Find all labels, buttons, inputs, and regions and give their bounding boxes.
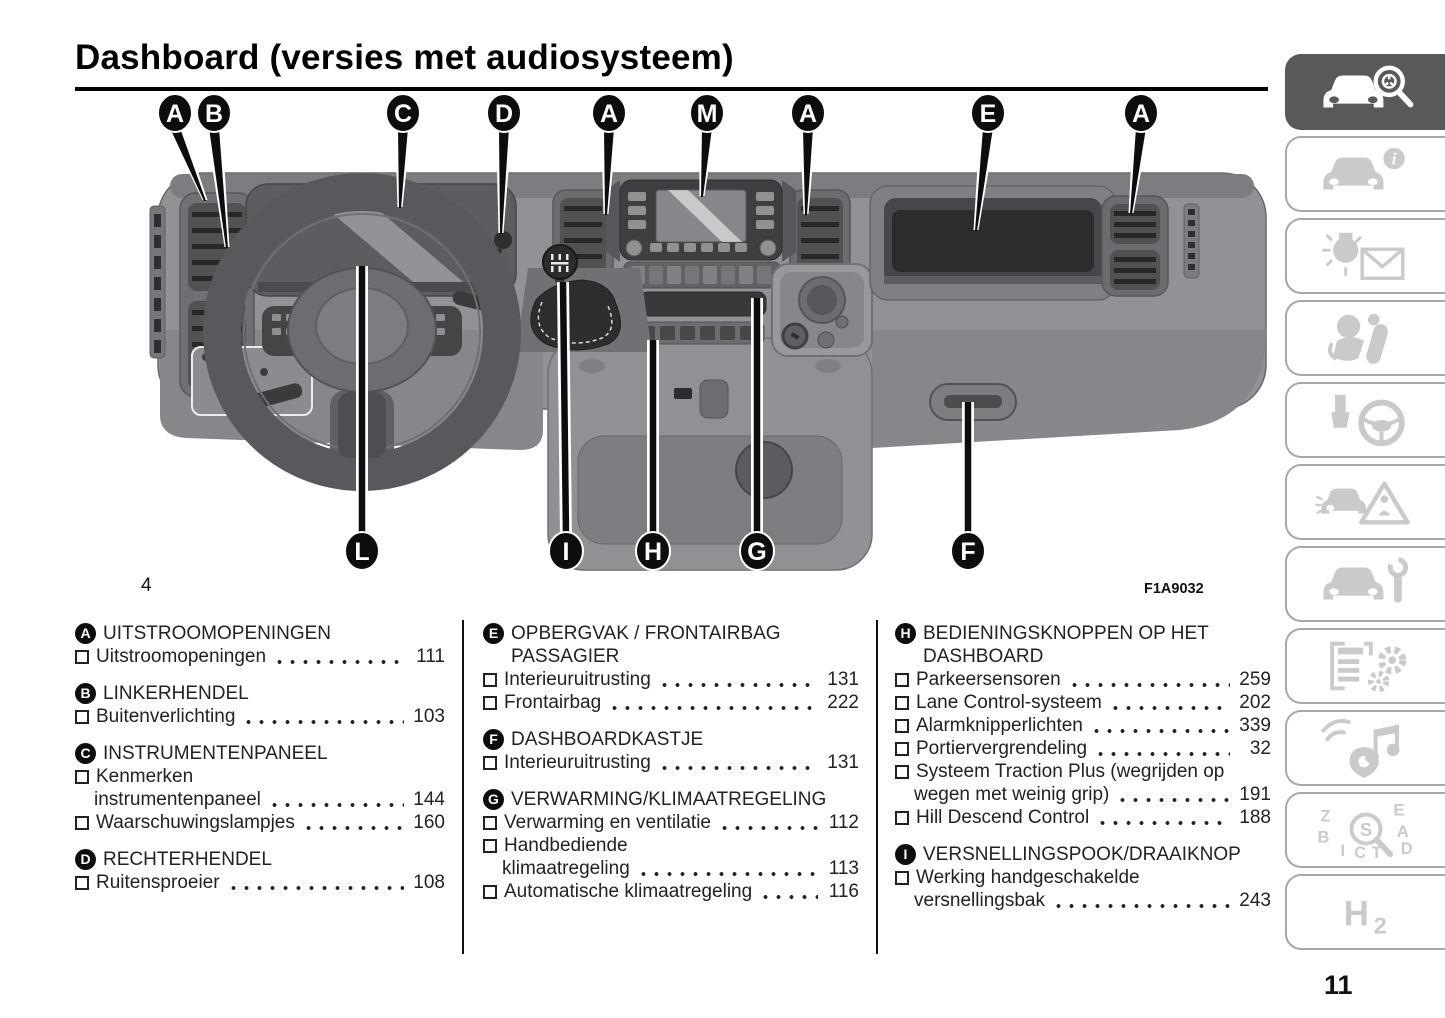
checkbox-bullet-icon [895,765,909,779]
callout-letter-badge: B [75,683,96,704]
checkbox-bullet-icon [895,871,909,885]
checkbox-bullet-icon [75,816,89,830]
sidebar-tab-safety[interactable] [1285,300,1445,376]
entry-page-number: 113 [828,858,859,879]
cupholder-tray [772,264,872,356]
svg-text:E: E [979,100,997,128]
dashboard-figure [75,88,1275,608]
section-title: VERWARMING/KLIMAATREGELING [511,789,827,810]
svg-text:G: G [747,538,767,566]
index-entry [483,880,859,903]
dot-leader [240,718,404,724]
dot-leader [300,824,404,830]
sidebar-tab-technical-data[interactable] [1285,628,1445,704]
dot-leader [716,824,818,830]
entry-page-number: 131 [827,669,859,690]
index-entry [483,811,859,834]
entry-page-number: 116 [828,881,859,902]
checkbox-bullet-icon [483,756,497,770]
index-entry [483,691,859,714]
page-number: 11 [1324,970,1353,1000]
svg-text:S: S [1359,818,1373,840]
index-entry [895,668,1271,691]
section-title-line2: PASSAGIER [511,646,620,667]
checkbox-bullet-icon [895,673,909,687]
entry-label: Lane Control-systeem [916,692,1102,713]
section-title: UITSTROOMOPENINGEN [103,623,332,644]
entry-page-number: 188 [1239,807,1271,828]
sidebar-tab-h2-supplement[interactable] [1285,874,1445,950]
dot-leader [1066,681,1230,687]
entry-page-number: 160 [413,812,445,833]
entry-label: Hill Descend Control [916,807,1090,828]
figure-code: F1A9032 [1144,581,1204,597]
console-cupholder [736,442,792,498]
entry-label: Buitenverlichting [96,706,236,727]
section-header [483,622,859,645]
entry-page-number: 112 [828,812,859,833]
index-entry-continuation [895,783,1271,806]
sidebar-tab-vehicle-info[interactable] [1285,136,1445,212]
index-section [75,848,445,894]
svg-text:D: D [1400,840,1413,859]
section-title: VERSNELLINGSPOOK/DRAAIKNOP [923,844,1241,865]
figure-number: 4 [141,575,152,596]
left-demister-vent [150,206,165,358]
dashboard-illustration [150,94,1266,570]
index-search-icon [1313,800,1419,860]
callout-letter-badge: G [483,789,504,810]
lower-dash-right [872,330,1266,448]
index-section [895,843,1271,912]
section-title: DASHBOARDKASTJE [511,729,704,750]
entry-label: Verwarming en ventilatie [504,812,711,833]
index-column-1 [75,622,445,908]
svg-text:A: A [599,100,619,128]
dot-leader [1114,796,1230,802]
callout-letter-badge: I [895,844,916,865]
entry-page-number: 111 [416,646,445,667]
section-title: OPBERGVAK / FRONTAIRBAG [511,623,781,644]
index-entry [75,645,445,668]
section-header [895,622,1271,645]
car-emergency-icon [1313,472,1419,532]
passenger-air-vent [1102,196,1168,296]
entry-label: Kenmerken [96,766,194,787]
airbag-safety-icon [1313,308,1419,368]
chapter-tab-bar [1285,54,1445,956]
svg-text:C: C [1354,844,1367,860]
section-header [895,843,1271,866]
callout-letter-badge: D [75,849,96,870]
column-divider [462,620,464,954]
checkbox-bullet-icon [75,876,89,890]
dot-leader [271,658,404,664]
index-entry [895,737,1271,760]
svg-text:F: F [960,538,976,566]
right-demister-vent [1184,204,1199,278]
index-entry-continuation [75,788,445,811]
svg-text:2: 2 [1373,912,1387,939]
svg-text:i: i [1391,149,1397,169]
index-entry [895,806,1271,829]
svg-text:Z: Z [1320,807,1331,826]
section-header [483,728,859,751]
index-entry [483,751,859,774]
index-entry [75,811,445,834]
section-title: LINKERHENDEL [103,683,249,704]
page-title: Dashboard (versies met audiosysteem) [75,38,1268,91]
index-entry-continuation [895,889,1271,912]
index-entry [895,714,1271,737]
entry-page-number: 222 [827,692,859,713]
dot-leader [1088,727,1230,733]
car-service-icon [1313,554,1419,614]
svg-text:I: I [562,538,570,566]
index-section [483,728,859,774]
dot-leader [1050,902,1230,908]
car-search-icon [1313,62,1419,122]
h2-icon [1313,882,1419,942]
entry-label: Automatische klimaatregeling [504,881,753,902]
checkbox-bullet-icon [895,742,909,756]
section-title: INSTRUMENTENPANEEL [103,743,328,764]
svg-text:T: T [1371,844,1382,860]
svg-text:A: A [1131,100,1151,128]
dot-leader [266,801,404,807]
checkbox-bullet-icon [895,696,909,710]
checkbox-bullet-icon [483,673,497,687]
checkbox-bullet-icon [483,816,497,830]
section-header [75,622,445,645]
sidebar-tab-multimedia[interactable] [1285,710,1445,786]
sidebar-tab-warning-lights-messages[interactable] [1285,218,1445,294]
svg-text:C: C [393,100,413,128]
dot-leader [606,704,818,710]
stalk-knob [494,231,512,249]
dot-leader [1094,819,1230,825]
entry-page-number: 202 [1239,692,1271,713]
svg-text:A: A [1396,822,1409,841]
section-header [75,742,445,765]
entry-label: Systeem Traction Plus (wegrijden op [916,761,1225,782]
section-header [75,682,445,705]
index-section [75,742,445,834]
usb-port [674,388,692,399]
passenger-storage-shelf [870,186,1116,300]
svg-text:M: M [696,100,718,128]
section-title: RECHTERHENDEL [103,849,272,870]
sidebar-tab-getting-to-know-vehicle[interactable] [1285,54,1445,130]
index-section [483,622,859,714]
svg-text:D: D [494,100,514,128]
entry-label: Interieuruitrusting [504,752,651,773]
entry-label: Waarschuwingslampjes [96,812,295,833]
callout-letter-badge: A [75,623,96,644]
entry-label: Uitstroomopeningen [96,646,267,667]
entry-page-number: 108 [413,872,445,893]
entry-page-number: 339 [1239,715,1271,736]
entry-page-number: 103 [413,706,445,727]
checkbox-bullet-icon [895,811,909,825]
index-column-2 [483,622,859,917]
column-divider [876,620,878,954]
svg-text:B: B [1317,828,1330,847]
dot-leader [656,681,818,687]
svg-text:B: B [204,100,224,128]
entry-page-number: 243 [1239,890,1271,911]
callout-letter-badge: F [483,729,504,750]
index-entry [75,765,445,788]
dot-leader [656,764,818,770]
checkbox-bullet-icon [75,650,89,664]
index-entry [75,871,445,894]
callout-letter-badge: E [483,623,504,644]
index-entry [895,691,1271,714]
index-section [75,622,445,668]
svg-text:L: L [354,538,370,566]
checkbox-bullet-icon [75,770,89,784]
entry-label: Ruitensproeier [96,872,220,893]
entry-page-number: 259 [1239,669,1271,690]
checkbox-bullet-icon [483,696,497,710]
sidebar-tab-alphabetical-index[interactable] [1285,792,1445,868]
index-column-3 [895,622,1271,926]
entry-label: instrumentenpaneel [94,789,261,810]
index-entry [483,834,859,857]
checkbox-bullet-icon [483,839,497,853]
dot-leader [635,870,818,876]
index-section [75,682,445,728]
dot-leader [1107,704,1230,710]
entry-label: Interieuruitrusting [504,669,651,690]
section-header [483,788,859,811]
index-entry-continuation [483,857,859,880]
multimedia-icon [1313,718,1419,778]
callout-letter-badge: H [895,623,916,644]
center-tray-recess [640,292,766,316]
svg-text:I: I [1340,842,1346,860]
checkbox-bullet-icon [895,719,909,733]
svg-text:A: A [165,100,185,128]
index-entry [895,760,1271,783]
svg-text:H: H [643,538,663,566]
index-entry [895,866,1271,889]
svg-text:E: E [1393,801,1405,820]
warning-light-message-icon [1313,226,1419,286]
index-section [895,622,1271,829]
callout-letter-badge: C [75,743,96,764]
entry-page-number: 144 [413,789,445,810]
climate-control-panel [624,262,780,288]
specs-gears-icon [1313,636,1419,696]
svg-text:A: A [798,100,818,128]
section-title: BEDIENINGSKNOPPEN OP HET [923,623,1209,644]
index-entry [483,668,859,691]
section-header [75,848,445,871]
sidebar-tab-emergency[interactable] [1285,464,1445,540]
entry-page-number: 191 [1239,784,1271,805]
entry-label: Werking handgeschakelde [916,867,1140,888]
section-title-line2: DASHBOARD [923,646,1044,667]
sidebar-tab-starting-driving[interactable] [1285,382,1445,458]
entry-label: Frontairbag [504,692,602,713]
index-section [483,788,859,903]
dot-leader [757,893,818,899]
entry-label: Handbediende [504,835,628,856]
checkbox-bullet-icon [75,710,89,724]
entry-label: wegen met weinig grip) [914,784,1110,805]
entry-page-number: 32 [1249,738,1271,759]
dot-leader [1092,750,1230,756]
checkbox-bullet-icon [483,885,497,899]
entry-label: Parkeersensoren [916,669,1061,690]
index-entry [75,705,445,728]
entry-page-number: 131 [827,752,859,773]
svg-text:H: H [1343,894,1369,934]
entry-label: versnellingsbak [914,890,1045,911]
entry-label: Alarmknipperlichten [916,715,1083,736]
car-info-icon [1313,144,1419,204]
console-switch [700,380,728,418]
key-steering-icon [1313,390,1419,450]
dot-leader [225,884,404,890]
entry-label: Portiervergrendeling [916,738,1088,759]
sidebar-tab-servicing-care[interactable] [1285,546,1445,622]
entry-label: klimaatregeling [502,858,630,879]
